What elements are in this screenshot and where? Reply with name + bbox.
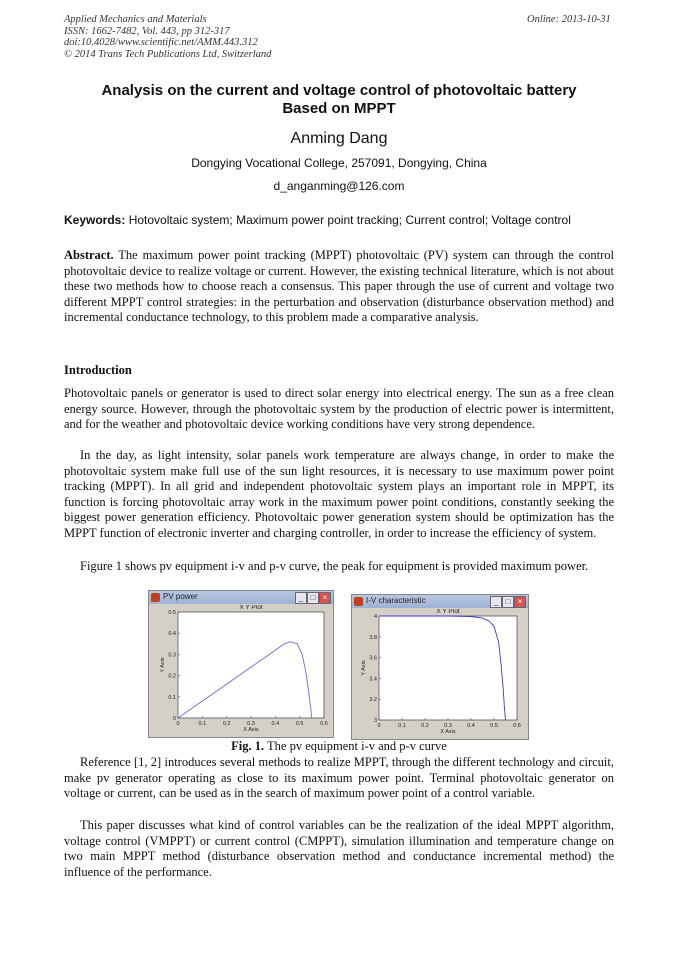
intro-paragraph-2: In the day, as light intensity, solar panels work temperature are always change, in order to make the photovoltaic system make full use of the sun light resources, it is necessary to use maximum power point tracking (MPPT). In all grid and independent photovoltaic system plays an important role in MPPT, its function is forcing photovoltaic array work in the maximum power point conditions, constantly seeking the biggest power generation efficiency. Photovoltaic power generation system should be optimization has the MPPT function of electronic inverter and charging controller, in order to increase the efficiency of system.: [64, 448, 614, 540]
x-axis-label: X Axis: [440, 729, 456, 735]
y-tick-label: 0.4: [168, 631, 176, 638]
paper-title: [64, 82, 614, 118]
y-tick-label: 3.2: [369, 697, 377, 704]
x-tick-label: 0.6: [320, 721, 328, 727]
y-tick-label: 3.4: [369, 676, 377, 683]
y-tick-label: 0.3: [168, 652, 176, 659]
window-titlebar: [352, 595, 528, 608]
window-title: PV power: [163, 592, 198, 601]
y-tick-label: 0.5: [168, 610, 176, 616]
x-tick-label: 0: [377, 723, 381, 729]
x-tick-label: 0.5: [295, 721, 304, 727]
x-tick-label: 0.1: [398, 723, 406, 729]
y-tick-label: 4: [373, 614, 377, 620]
iv-characteristic-window: [351, 594, 529, 740]
keywords-text: Hotovoltaic system; Maximum power point tracking; Current control; Voltage control: [128, 213, 571, 227]
plot-frame: [379, 616, 517, 720]
y-axis-label: Y Axis: [160, 657, 166, 673]
x-tick-label: 0.4: [271, 721, 280, 727]
x-tick-label: 0.3: [247, 721, 255, 727]
y-tick-label: 3.8: [369, 634, 377, 641]
matlab-window-icon: [354, 597, 363, 606]
close-button[interactable]: ×: [319, 592, 331, 604]
minimize-button[interactable]: _: [295, 592, 307, 604]
x-tick-label: 0.6: [513, 723, 521, 729]
abstract: [64, 248, 614, 326]
keywords: [64, 213, 614, 227]
close-button[interactable]: ×: [514, 596, 526, 608]
y-tick-label: 0: [172, 716, 176, 722]
affiliation: Dongying Vocational College, 257091, Dongying, China: [191, 156, 487, 170]
maximize-button[interactable]: □: [307, 592, 319, 604]
intro-paragraph-1: Photovoltaic panels or generator is used to direct solar energy into electrical energy. The sun as a free clean energy source. However, through the photovoltaic system by the production of electric power is intermittent, and for the weather and photovoltaic device working conditions have very strong dependence.: [64, 386, 614, 431]
pv-power-chart: [150, 605, 332, 736]
y-axis-label: Y Axis: [361, 660, 367, 676]
x-tick-label: 0.1: [198, 721, 207, 727]
doi-line: doi:10.4028/www.scientific.net/AMM.443.312: [64, 37, 258, 48]
journal-name: Applied Mechanics and Materials: [64, 14, 207, 25]
abstract-text: The maximum power point tracking (MPPT) photovoltaic (PV) system can through the control photovoltaic device to realize voltage or current. However, the existing technical literature, which is not about these two methods how to choose reach a consensus. This paper through the use of current and voltage two different MPPT control strategies: in the perturbation and observation (disturbance observation method) and incremental conductance technology, to this problem made a comparative analysis.: [64, 248, 614, 324]
matlab-window-icon: [151, 593, 160, 602]
plot-title: X Y Plot: [436, 609, 460, 615]
x-tick-label: 0.2: [222, 721, 231, 727]
x-tick-label: 0.3: [444, 723, 452, 729]
author-name: Anming Dang: [290, 130, 388, 147]
x-tick-label: 0.2: [421, 723, 429, 729]
paragraph-reference: Reference [1, 2] introduces several methods to realize MPPT, through the different technology and circuit, make pv generator operating as close to its maximum power point. Terminal photovoltaic generator on voltage or current, can be used as in the search of maximum power point of a control variable.: [64, 755, 614, 800]
x-tick-label: 0.5: [490, 723, 498, 729]
issn-line: ISSN: 1662-7482, Vol. 443, pp 312-317: [64, 25, 230, 37]
x-tick-label: 0.4: [467, 723, 475, 729]
maximize-button[interactable]: □: [502, 596, 514, 608]
keywords-label: Keywords:: [64, 213, 126, 227]
title-line-2: Based on MPPT: [282, 100, 396, 117]
y-tick-label: 0.1: [168, 694, 176, 701]
title-line-1: Analysis on the current and voltage control of photovoltaic battery: [101, 82, 577, 99]
intro-paragraph-3: Figure 1 shows pv equipment i-v and p-v curve, the peak for equipment is provided maximum power.: [80, 559, 589, 573]
plot-title: X Y Plot: [239, 605, 263, 611]
iv-characteristic-chart: [353, 609, 527, 738]
plot-area: [150, 605, 332, 736]
window-titlebar: [149, 591, 333, 604]
author-email: d_anganming@126.com: [273, 179, 405, 193]
minimize-button[interactable]: _: [490, 596, 502, 608]
online-date: Online: 2013-10-31: [527, 14, 611, 25]
pv-power-window: [148, 590, 334, 738]
x-tick-label: 0: [176, 721, 180, 727]
copyright-line: © 2014 Trans Tech Publications Ltd, Switzerland: [64, 48, 272, 60]
caption-label: Fig. 1.: [231, 739, 265, 753]
plot-frame: [178, 612, 324, 718]
plot-area: [353, 609, 527, 738]
section-heading-introduction: Introduction: [64, 363, 132, 377]
x-axis-label: X Axis: [243, 727, 259, 733]
window-title: I-V characteristic: [366, 596, 426, 605]
y-tick-label: 3.6: [369, 655, 377, 662]
caption-text: The pv equipment i-v and p-v curve: [267, 739, 447, 753]
figure-caption: [64, 739, 614, 754]
paragraph-discussion: This paper discusses what kind of control variables can be the realization of the ideal MPPT algorithm, voltage control (VMPPT) or current control (CMPPT), simulation illumination and temperature change on two main MPPT method (disturbance observation method and conductance incremental method) the influence of the performance.: [64, 818, 614, 879]
abstract-label: Abstract.: [64, 248, 114, 262]
y-tick-label: 0.2: [168, 673, 176, 680]
y-tick-label: 3: [373, 718, 377, 724]
journal-header: [64, 14, 271, 60]
